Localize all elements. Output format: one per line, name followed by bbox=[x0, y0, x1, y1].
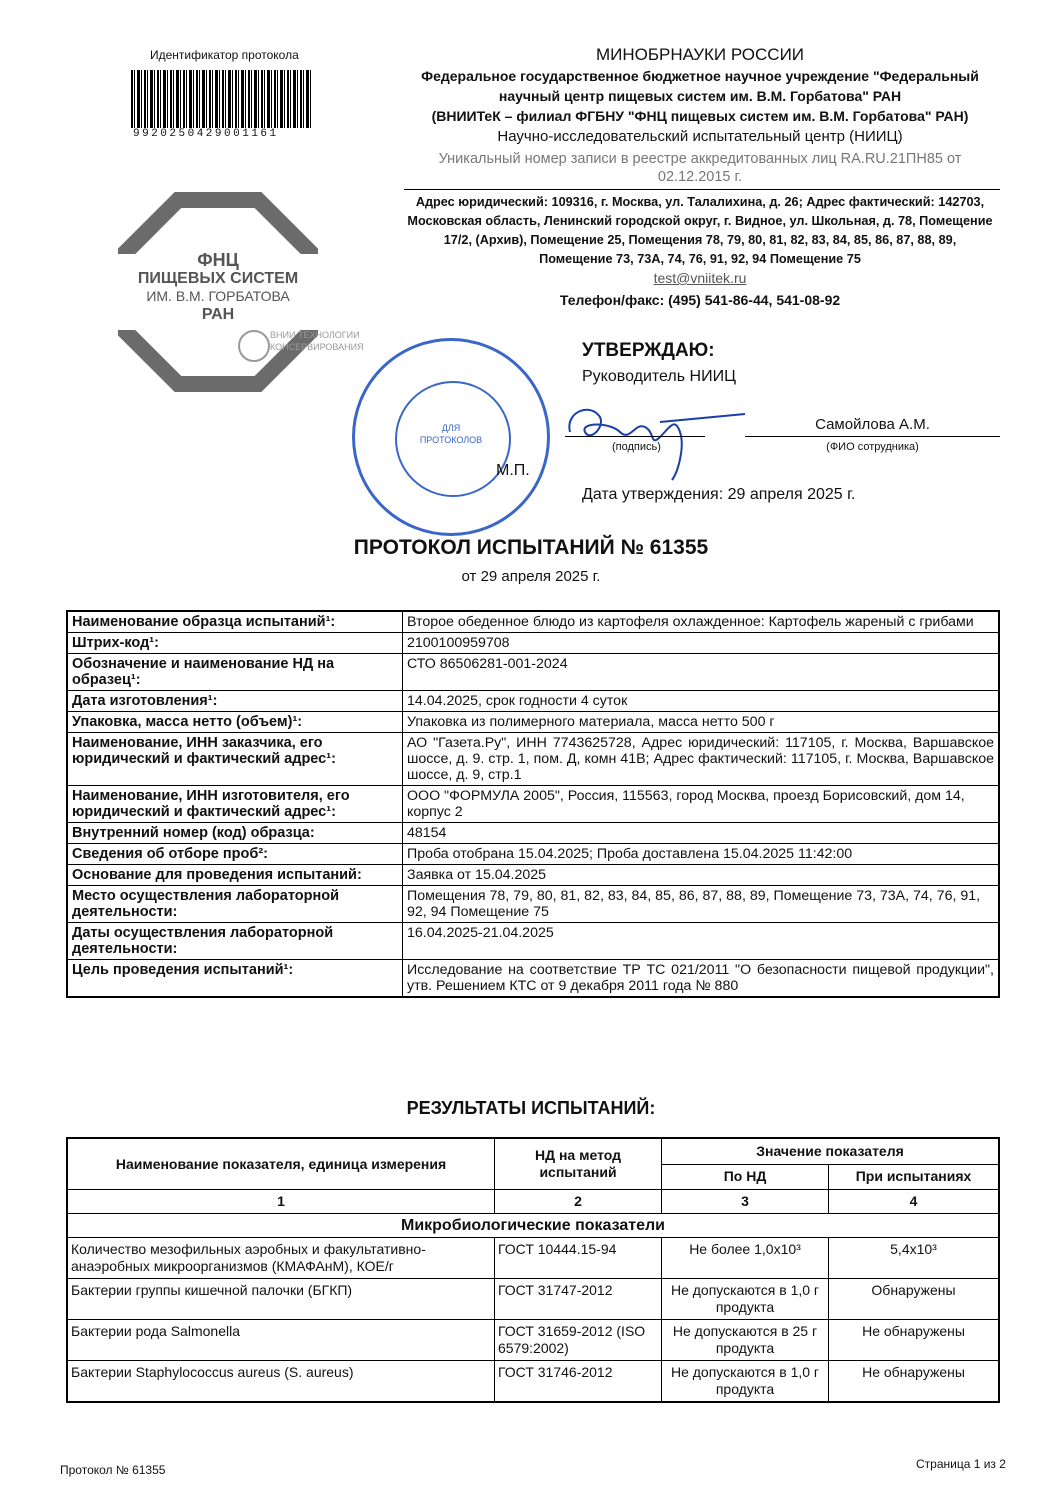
results-header-nd: По НД bbox=[662, 1164, 829, 1190]
org-line-4: Научно-исследовательский испытательный центр (НИИЦ) bbox=[497, 128, 903, 145]
logo-sub-line-1: ВНИИ ТЕХНОЛОГИИ bbox=[270, 330, 360, 340]
result-method: ГОСТ 31746-2012 bbox=[495, 1361, 662, 1403]
info-key: Цель проведения испытаний¹: bbox=[67, 960, 403, 998]
result-value: Не обнаружены bbox=[829, 1320, 1000, 1361]
result-name: Количество мезофильных аэробных и факультативно-анаэробных микроорганизмов (КМАФАнМ), КОЕ/г bbox=[67, 1238, 495, 1279]
org-line-2: научный центр пищевых систем им. В.М. Горбатова" РАН bbox=[498, 88, 902, 104]
emblem-circle-icon bbox=[238, 330, 270, 362]
info-key: Основание для проведения испытаний: bbox=[67, 865, 403, 886]
organization-stamp bbox=[352, 338, 550, 536]
info-value: 48154 bbox=[403, 823, 1000, 844]
name-caption: (ФИО сотрудника) bbox=[826, 441, 919, 453]
logo-line-4: РАН bbox=[201, 306, 235, 323]
info-key: Упаковка, масса нетто (объем)¹: bbox=[67, 712, 403, 733]
approver-name: Самойлова А.М. bbox=[815, 416, 930, 433]
logo-line-3: ИМ. В.М. ГОРБАТОВА bbox=[146, 288, 290, 304]
table-row bbox=[67, 1238, 999, 1279]
table-row bbox=[67, 1361, 999, 1403]
stamp-mp-label: М.П. bbox=[496, 462, 530, 479]
info-value: Исследование на соответствие ТР ТС 021/2011 "О безопасности пищевой продукции", утв. Решением КТС от 9 декабря 2011 года № 880 bbox=[403, 960, 1000, 998]
results-section-title: Микробиологические показатели bbox=[67, 1214, 999, 1238]
info-value: СТО 86506281-001-2024 bbox=[403, 654, 1000, 691]
logo-sub-line-2: КОНСЕРВИРОВАНИЯ bbox=[270, 342, 364, 352]
table-row bbox=[67, 712, 999, 733]
result-method: ГОСТ 31659-2012 (ISO 6579:2002) bbox=[495, 1320, 662, 1361]
phone-line: Телефон/факс: (495) 541-86-44, 541-08-92 bbox=[559, 292, 841, 308]
results-col-number-1: 1 bbox=[67, 1190, 495, 1214]
header-divider bbox=[404, 189, 1000, 190]
info-key: Место осуществления лабораторной деятельности: bbox=[67, 886, 403, 923]
results-col-number-4: 4 bbox=[829, 1190, 1000, 1214]
org-line-1: Федеральное государственное бюджетное научное учреждение "Федеральный bbox=[421, 68, 979, 84]
stamp-center-line-2: ПРОТОКОЛОВ bbox=[419, 435, 483, 445]
footer-page-number: Страница 1 из 2 bbox=[916, 1457, 1006, 1471]
results-header-method: НД на метод испытаний bbox=[495, 1138, 662, 1190]
table-row bbox=[67, 1320, 999, 1361]
result-name: Бактерии рода Salmonella bbox=[67, 1320, 495, 1361]
result-method: ГОСТ 31747-2012 bbox=[495, 1279, 662, 1320]
info-key: Штрих-код¹: bbox=[67, 633, 403, 654]
result-value: 5,4х10³ bbox=[829, 1238, 1000, 1279]
logo-line-2: ПИЩЕВЫХ СИСТЕМ bbox=[137, 270, 299, 287]
results-col-number-2: 2 bbox=[495, 1190, 662, 1214]
info-key: Внутренний номер (код) образца: bbox=[67, 823, 403, 844]
table-row bbox=[67, 844, 999, 865]
organization-logo bbox=[118, 192, 318, 392]
logo-line-1: ФНЦ bbox=[197, 250, 239, 270]
approval-title: УТВЕРЖДАЮ: bbox=[582, 340, 715, 361]
logo-sub-emblem bbox=[238, 328, 388, 362]
address-line-2: Московская область, Ленинский городской округ, г. Видное, ул. Школьная, д. 78, Помещение bbox=[407, 214, 993, 228]
accreditation-line-1: Уникальный номер записи в реестре аккредитованных лиц RA.RU.21ПН85 от bbox=[438, 151, 962, 167]
address-line-3: 17/2, (Архив), Помещение 25, Помещения 78, 79, 80, 81, 82, 83, 84, 85, 86, 87, 88, 89, bbox=[443, 233, 957, 247]
results-header-value: Значение показателя bbox=[662, 1138, 1000, 1164]
footer-protocol-number: Протокол № 61355 bbox=[60, 1463, 166, 1477]
signature-line bbox=[565, 436, 705, 437]
table-row bbox=[67, 786, 999, 823]
stamp-center-line-1: ДЛЯ bbox=[441, 423, 461, 433]
info-key: Даты осуществления лабораторной деятельности: bbox=[67, 923, 403, 960]
address-line-1: Адрес юридический: 109316, г. Москва, ул. Талалихина, д. 26; Адрес фактический: 142703, bbox=[415, 195, 985, 209]
name-line bbox=[745, 436, 1000, 437]
info-key: Сведения об отборе проб²: bbox=[67, 844, 403, 865]
results-title: РЕЗУЛЬТАТЫ ИСПЫТАНИЙ: bbox=[406, 1098, 656, 1118]
info-value: Помещения 78, 79, 80, 81, 82, 83, 84, 85, 86, 87, 88, 89, Помещение 73, 73А, 74, 76, 91, 92, 94 Помещение 75 bbox=[403, 886, 1000, 923]
table-row bbox=[67, 960, 999, 998]
barcode-digits: 9920250429001161 bbox=[133, 128, 279, 140]
info-key: Дата изготовления¹: bbox=[67, 691, 403, 712]
ministry-name: МИНОБРНАУКИ РОССИИ bbox=[595, 45, 805, 64]
results-col-number-3: 3 bbox=[662, 1190, 829, 1214]
signature-image bbox=[560, 392, 750, 482]
protocol-id-label: Идентификатор протокола bbox=[150, 48, 299, 62]
result-nd: Не допускаются в 1,0 г продукта bbox=[662, 1279, 829, 1320]
result-nd: Не допускаются в 25 г продукта bbox=[662, 1320, 829, 1361]
email-link[interactable]: test@vniitek.ru bbox=[653, 270, 747, 286]
info-value: ООО "ФОРМУЛА 2005", Россия, 115563, город Москва, проезд Борисовский, дом 14, корпус 2 bbox=[403, 786, 1000, 823]
table-row bbox=[67, 611, 999, 633]
table-row bbox=[67, 654, 999, 691]
table-row bbox=[67, 823, 999, 844]
table-row bbox=[67, 886, 999, 923]
table-row bbox=[67, 691, 999, 712]
result-method: ГОСТ 10444.15-94 bbox=[495, 1238, 662, 1279]
org-line-3: (ВНИИТеК – филиал ФГБНУ "ФНЦ пищевых систем им. В.М. Горбатова" РАН) bbox=[431, 108, 969, 124]
accreditation-line-2: 02.12.2015 г. bbox=[657, 169, 743, 185]
address-block bbox=[395, 193, 1005, 269]
result-value: Обнаружены bbox=[829, 1279, 1000, 1320]
info-value: Проба отобрана 15.04.2025; Проба доставлена 15.04.2025 11:42:00 bbox=[403, 844, 1000, 865]
info-value: Упаковка из полимерного материала, масса нетто 500 г bbox=[403, 712, 1000, 733]
info-key: Наименование, ИНН заказчика, его юридический и фактический адрес¹: bbox=[67, 733, 403, 786]
table-row bbox=[67, 923, 999, 960]
address-line-4: Помещение 73, 73А, 74, 76, 91, 92, 94 Помещение 75 bbox=[539, 252, 861, 266]
results-header-test: При испытаниях bbox=[829, 1164, 1000, 1190]
info-key: Наименование образца испытаний¹: bbox=[67, 611, 403, 633]
result-name: Бактерии Staphylococcus aureus (S. aureus) bbox=[67, 1361, 495, 1403]
result-nd: Не допускаются в 1,0 г продукта bbox=[662, 1361, 829, 1403]
header-block bbox=[400, 44, 1000, 186]
info-value: АО "Газета.Ру", ИНН 7743625728, Адрес юридический: 117105, г. Москва, Варшавское шоссе, д. 9. стр. 1, пом. Д, комн 41В; Адрес фактический: 117105, г. Москва, Варшавское шоссе, д. 9, стр.1 bbox=[403, 733, 1000, 786]
info-value: 14.04.2025, срок годности 4 суток bbox=[403, 691, 1000, 712]
info-value: 16.04.2025-21.04.2025 bbox=[403, 923, 1000, 960]
result-value: Не обнаружены bbox=[829, 1361, 1000, 1403]
info-value: Заявка от 15.04.2025 bbox=[403, 865, 1000, 886]
table-row bbox=[67, 1279, 999, 1320]
table-row bbox=[67, 633, 999, 654]
signature-caption: (подпись) bbox=[612, 441, 661, 453]
table-row bbox=[67, 865, 999, 886]
result-nd: Не более 1,0х10³ bbox=[662, 1238, 829, 1279]
table-row bbox=[67, 733, 999, 786]
info-key: Наименование, ИНН изготовителя, его юридический и фактический адрес¹: bbox=[67, 786, 403, 823]
info-key: Обозначение и наименование НД на образец¹: bbox=[67, 654, 403, 691]
results-header-name: Наименование показателя, единица измерения bbox=[67, 1138, 495, 1190]
protocol-title: ПРОТОКОЛ ИСПЫТАНИЙ № 61355 bbox=[353, 536, 709, 559]
sample-info-table bbox=[66, 610, 1000, 998]
results-table bbox=[66, 1137, 1000, 1403]
approval-role: Руководитель НИИЦ bbox=[582, 368, 736, 385]
approval-date: Дата утверждения: 29 апреля 2025 г. bbox=[582, 486, 856, 503]
barcode-image bbox=[131, 70, 311, 128]
protocol-date: от 29 апреля 2025 г. bbox=[461, 568, 601, 585]
result-name: Бактерии группы кишечной палочки (БГКП) bbox=[67, 1279, 495, 1320]
info-value: 2100100959708 bbox=[403, 633, 1000, 654]
info-value: Второе обеденное блюдо из картофеля охлажденное: Картофель жареный с грибами bbox=[403, 611, 1000, 633]
